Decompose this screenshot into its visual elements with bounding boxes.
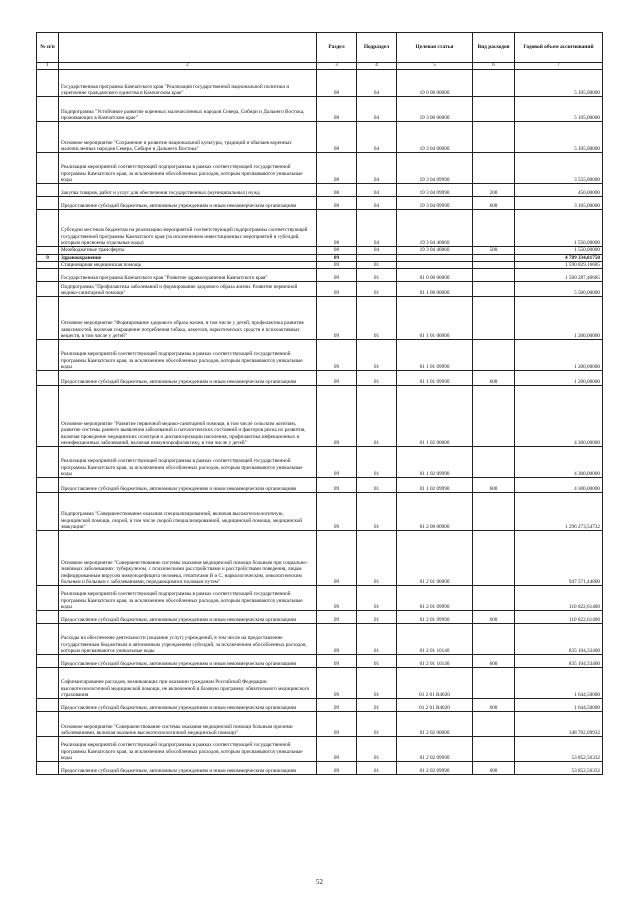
row-podrazdel: 04 <box>357 153 397 184</box>
row-name: Подпрограмма "Профилактика заболеваний и формирование здорового образа жизни. Развитие первичной медико-санитарной помощи" <box>59 282 317 297</box>
row-sum: 1 200,00000 <box>515 340 603 371</box>
row-razdel: 09 <box>317 478 357 493</box>
table-row <box>37 297 603 340</box>
row-name: Предоставление субсидий бюджетным, автономным учреждениям и иным некоммерческим организациям <box>59 478 317 493</box>
table-row <box>37 261 603 268</box>
row-number: 9 <box>37 254 59 261</box>
row-name: Основное мероприятие "Совершенствование системы оказания медицинской помощи больным при социально-значимых заболеваниях: туберкулезом, с психическими расстройствами и расстройствами поведения, лицам инфицированным вирусом иммунодефицита человека, гепатитами В и С, наркологическим, онкологическим больным и больным с заболеваниями, передающимися половым путем" <box>59 531 317 586</box>
table-row <box>37 210 603 247</box>
row-vid <box>473 624 515 655</box>
row-vid <box>473 668 515 699</box>
budget-table <box>36 32 603 775</box>
row-target <box>397 261 473 268</box>
page-number: 52 <box>316 878 323 886</box>
table-row <box>37 668 603 699</box>
row-number <box>37 184 59 197</box>
row-sum: 1 296 273,54732 <box>515 493 603 531</box>
row-sum: 450,00000 <box>515 184 603 197</box>
row-razdel: 09 <box>317 668 357 699</box>
row-podrazdel: 04 <box>357 70 397 97</box>
row-podrazdel: 04 <box>357 247 397 254</box>
row-target: 19 3 00 00000 <box>397 97 473 122</box>
row-vid <box>473 386 515 447</box>
row-razdel: 08 <box>317 210 357 247</box>
row-razdel: 09 <box>317 762 357 775</box>
row-sum: 53 852,56332 <box>515 762 603 775</box>
row-target: 19 3 04 09990 <box>397 197 473 210</box>
row-number <box>37 210 59 247</box>
row-vid <box>473 493 515 531</box>
row-target: 19 0 00 00000 <box>397 70 473 97</box>
row-sum: 5 500,00000 <box>515 282 603 297</box>
table-row <box>37 737 603 762</box>
column-number-row <box>37 63 603 70</box>
row-sum: 1 644,50000 <box>515 668 603 699</box>
row-podrazdel: 01 <box>357 699 397 712</box>
row-podrazdel: 01 <box>357 668 397 699</box>
table-row <box>37 282 603 297</box>
row-vid: 600 <box>473 655 515 668</box>
row-vid <box>473 210 515 247</box>
row-target: 19 3 04 40060 <box>397 247 473 254</box>
row-sum: 5 105,00000 <box>515 97 603 122</box>
row-sum: 4 300,00000 <box>515 447 603 478</box>
row-number <box>37 762 59 775</box>
row-razdel: 08 <box>317 184 357 197</box>
header-target: Целевая статья <box>397 33 473 63</box>
row-target: 01 1 00 00000 <box>397 282 473 297</box>
row-vid: 600 <box>473 762 515 775</box>
table-row <box>37 386 603 447</box>
row-podrazdel: 01 <box>357 340 397 371</box>
row-number <box>37 122 59 153</box>
row-vid <box>473 70 515 97</box>
row-vid <box>473 712 515 737</box>
row-razdel: 09 <box>317 340 357 371</box>
row-sum: 5 105,00000 <box>515 70 603 97</box>
row-sum: 110 822,61400 <box>515 586 603 611</box>
row-target: 01 2 02 09990 <box>397 762 473 775</box>
row-podrazdel: 01 <box>357 297 397 340</box>
row-vid: 600 <box>473 197 515 210</box>
row-vid <box>473 340 515 371</box>
row-name: Реализация мероприятий соответствующей подпрограммы в рамках соответствующей государственной программы Камчатского края, за исключением обособленных расходов, которым присваиваются уникальные коды <box>59 153 317 184</box>
row-vid: 600 <box>473 478 515 493</box>
row-number <box>37 737 59 762</box>
row-sum: 835 104,33400 <box>515 624 603 655</box>
row-razdel: 09 <box>317 712 357 737</box>
row-sum: 5 105,00000 <box>515 122 603 153</box>
row-podrazdel: 01 <box>357 712 397 737</box>
row-podrazdel: 01 <box>357 762 397 775</box>
row-razdel: 09 <box>317 447 357 478</box>
row-name: Реализация мероприятий соответствующей подпрограммы в рамках соответствующей государственной программы Камчатского края, за исключением обособленных расходов, которым присваиваются уникальные коды <box>59 340 317 371</box>
row-target: 01 2 01 R4020 <box>397 699 473 712</box>
row-vid <box>473 282 515 297</box>
row-vid <box>473 153 515 184</box>
row-podrazdel: 01 <box>357 386 397 447</box>
row-razdel: 09 <box>317 531 357 586</box>
row-vid <box>473 531 515 586</box>
row-name: Межбюджетные трансферты <box>59 247 317 254</box>
row-name: Реализация мероприятий соответствующей подпрограммы в рамках соответствующей государственной программы Камчатского края, за исключением обособленных расходов, которым присваиваются уникальные коды <box>59 586 317 611</box>
row-name: Реализация мероприятий соответствующей подпрограммы в рамках соответствующей государственной программы Камчатского края, за исключением обособленных расходов, которым присваиваются уникальные коды <box>59 737 317 762</box>
row-podrazdel: 01 <box>357 282 397 297</box>
row-target: 01 2 02 09990 <box>397 737 473 762</box>
row-target: 01 1 02 00000 <box>397 386 473 447</box>
row-podrazdel: 01 <box>357 493 397 531</box>
row-target: 01 1 01 00000 <box>397 297 473 340</box>
row-name: Субсидии местным бюджетам на реализацию мероприятий соответствующей подпрограммы соответствующей государственной программы Камчатского края (за исключением инвестиционных мероприятий и субсидий, которым присвоены отдельные коды) <box>59 210 317 247</box>
row-target: 01 2 02 00000 <box>397 712 473 737</box>
row-number <box>37 386 59 447</box>
header-vid: Вид расходов <box>473 33 515 63</box>
row-podrazdel: 04 <box>357 197 397 210</box>
table-row <box>37 371 603 386</box>
row-target: 01 1 01 09990 <box>397 371 473 386</box>
row-podrazdel: 01 <box>357 478 397 493</box>
table-row <box>37 269 603 282</box>
table-row <box>37 184 603 197</box>
row-number <box>37 371 59 386</box>
row-name: Стационарная медицинская помощь <box>59 261 317 268</box>
row-sum: 3 555,00000 <box>515 153 603 184</box>
row-vid <box>473 737 515 762</box>
row-vid: 600 <box>473 611 515 624</box>
table-row <box>37 699 603 712</box>
table-row <box>37 478 603 493</box>
row-target: 01 2 01 09990 <box>397 586 473 611</box>
table-row <box>37 247 603 254</box>
row-name: Основное мероприятие "Развитие первичной медико-санитарной помощи, в том числе сельским жителям, развитие системы раннего выявления заболеваний и патологических состояний и факторов риска их развития, включая проведение медицинских осмотров и диспансеризации населения, профилактика инфекционных и неинфекционных заболеваний, включая иммунопрофилактику, в том числе у детей" <box>59 386 317 447</box>
table-row <box>37 624 603 655</box>
row-number <box>37 712 59 737</box>
row-name: Реализация мероприятий соответствующей подпрограммы в рамках соответствующей государственной программы Камчатского края, за исключением обособленных расходов, которым присваиваются уникальные коды <box>59 447 317 478</box>
column-number: 3 <box>317 63 357 70</box>
table-row <box>37 531 603 586</box>
row-number <box>37 478 59 493</box>
row-razdel: 08 <box>317 247 357 254</box>
row-vid <box>473 586 515 611</box>
table-row <box>37 586 603 611</box>
row-name: Основное мероприятие "Формирование здорового образа жизни, в том числе у детей, профилактика развития зависимостей, включая сокращение потребления табака, алкоголя, наркотических средств и психоактивных веществ, в том числе у детей" <box>59 297 317 340</box>
column-number: 4 <box>357 63 397 70</box>
row-razdel: 08 <box>317 97 357 122</box>
row-razdel: 09 <box>317 624 357 655</box>
row-sum: 1 200,00000 <box>515 371 603 386</box>
row-name: Подпрограмма "Совершенствование оказания специализированной, включая высокотехнологичную, медицинской помощи, скорой, в том числе скорой специализированной, медицинской помощи, медицинской эвакуации" <box>59 493 317 531</box>
row-number <box>37 611 59 624</box>
row-podrazdel: 01 <box>357 269 397 282</box>
row-target: 01 1 02 09990 <box>397 478 473 493</box>
row-target: 01 1 02 09990 <box>397 447 473 478</box>
row-razdel: 09 <box>317 297 357 340</box>
row-razdel: 09 <box>317 611 357 624</box>
header-podrazdel: Подраздел <box>357 33 397 63</box>
row-sum: 110 822,61400 <box>515 611 603 624</box>
row-number <box>37 624 59 655</box>
row-vid: 200 <box>473 184 515 197</box>
row-podrazdel: 01 <box>357 611 397 624</box>
row-podrazdel: 01 <box>357 624 397 655</box>
row-podrazdel: 04 <box>357 184 397 197</box>
row-number <box>37 493 59 531</box>
row-number <box>37 70 59 97</box>
row-podrazdel: 04 <box>357 122 397 153</box>
header-sum: Годовой объем ассигнований <box>515 33 603 63</box>
column-number: 1 <box>37 63 59 70</box>
row-sum: 3 105,00000 <box>515 197 603 210</box>
row-number <box>37 282 59 297</box>
row-sum: 947 571,44800 <box>515 531 603 586</box>
table-row <box>37 254 603 261</box>
column-number: 6 <box>473 63 515 70</box>
row-sum: 1 550,00000 <box>515 210 603 247</box>
table-row <box>37 340 603 371</box>
row-name: Софинансирование расходов, возникающих при оказании гражданам Российской Федерации высокотехнологичной медицинской помощи, не включенной в базовую программу обязательного медицинского страхования <box>59 668 317 699</box>
row-razdel: 08 <box>317 153 357 184</box>
row-razdel: 08 <box>317 197 357 210</box>
table-row <box>37 447 603 478</box>
row-razdel: 09 <box>317 282 357 297</box>
row-name: Предоставление субсидий бюджетным, автономным учреждениям и иным некоммерческим организациям <box>59 371 317 386</box>
row-target: 01 2 00 00000 <box>397 493 473 531</box>
header-row <box>37 33 603 63</box>
table-row <box>37 122 603 153</box>
row-target: 19 3 04 09990 <box>397 153 473 184</box>
row-name: Подпрограмма "Устойчивое развитие коренных малочисленных народов Севера, Сибири и Дальнего Востока, проживающих в Камчатском крае" <box>59 97 317 122</box>
row-razdel: 09 <box>317 261 357 268</box>
row-target: 19 3 04 00000 <box>397 122 473 153</box>
row-number <box>37 197 59 210</box>
row-name: Предоставление субсидий бюджетным, автономным учреждениям и иным некоммерческим организациям <box>59 699 317 712</box>
header-razdel: Раздел <box>317 33 357 63</box>
row-razdel: 08 <box>317 122 357 153</box>
row-number <box>37 447 59 478</box>
row-sum: 4 300,00000 <box>515 386 603 447</box>
table-row <box>37 70 603 97</box>
row-podrazdel: 01 <box>357 371 397 386</box>
row-razdel: 09 <box>317 655 357 668</box>
table-row <box>37 97 603 122</box>
row-target: 01 2 01 R4020 <box>397 668 473 699</box>
row-target: 01 0 00 00000 <box>397 269 473 282</box>
table-row <box>37 493 603 531</box>
row-number <box>37 247 59 254</box>
row-sum: 53 852,56332 <box>515 737 603 762</box>
row-podrazdel: 04 <box>357 97 397 122</box>
row-name: Государственная программа Камчатского края "Развитие здравоохранения Камчатского края" <box>59 269 317 282</box>
row-name: Здравоохранение <box>59 254 317 261</box>
row-sum: 1 644,50000 <box>515 699 603 712</box>
table-row <box>37 153 603 184</box>
row-number <box>37 586 59 611</box>
row-target: 01 2 01 09990 <box>397 611 473 624</box>
row-number <box>37 699 59 712</box>
table-row <box>37 197 603 210</box>
row-vid <box>473 297 515 340</box>
row-vid <box>473 122 515 153</box>
header-name <box>59 33 317 63</box>
row-vid: 600 <box>473 699 515 712</box>
row-target: 19 3 04 09990 <box>397 184 473 197</box>
row-sum: 1 590 829,16685 <box>515 261 603 268</box>
row-razdel: 09 <box>317 254 357 261</box>
row-sum: 1 200,00000 <box>515 297 603 340</box>
row-target: 01 2 01 10140 <box>397 655 473 668</box>
row-number <box>37 655 59 668</box>
row-podrazdel: 01 <box>357 447 397 478</box>
row-target: 01 2 01 10140 <box>397 624 473 655</box>
row-sum: 348 702,09932 <box>515 712 603 737</box>
row-razdel: 09 <box>317 386 357 447</box>
row-number <box>37 97 59 122</box>
row-target: 01 1 01 09990 <box>397 340 473 371</box>
row-razdel: 08 <box>317 70 357 97</box>
row-name: Предоставление субсидий бюджетным, автономным учреждениям и иным некоммерческим организациям <box>59 611 317 624</box>
row-number <box>37 531 59 586</box>
row-razdel: 09 <box>317 586 357 611</box>
row-podrazdel: 01 <box>357 737 397 762</box>
row-vid <box>473 269 515 282</box>
row-name: Основное мероприятие "Сохранение и развитие национальной культуры, традиций и обычаев коренных малочисленных народов Севера, Сибири и Дальнего Востока" <box>59 122 317 153</box>
row-razdel: 09 <box>317 371 357 386</box>
table-body <box>37 70 603 775</box>
row-name: Расходы на обеспечение деятельности (оказание услуг) учреждений, в том числе на предоставление государственным бюджетным и автономным учреждениям субсидий, за исключением обособленных расходов, которым присваиваются уникальные коды <box>59 624 317 655</box>
row-vid <box>473 254 515 261</box>
column-number: 2 <box>59 63 317 70</box>
row-name: Предоставление субсидий бюджетным, автономным учреждениям и иным некоммерческим организациям <box>59 655 317 668</box>
row-sum: 1 550,00000 <box>515 247 603 254</box>
table-row <box>37 611 603 624</box>
row-podrazdel: 01 <box>357 261 397 268</box>
row-podrazdel: 01 <box>357 655 397 668</box>
row-razdel: 09 <box>317 493 357 531</box>
row-vid <box>473 261 515 268</box>
row-name: Основное мероприятие "Совершенствование системы оказания медицинской помощи больным прочими заболеваниями, включая оказание высокотехнологичной медицинской помощи" <box>59 712 317 737</box>
row-number <box>37 340 59 371</box>
row-number <box>37 297 59 340</box>
row-number <box>37 269 59 282</box>
row-name: Предоставление субсидий бюджетным, автономным учреждениям и иным некоммерческим организациям <box>59 762 317 775</box>
table-row <box>37 762 603 775</box>
table-row <box>37 655 603 668</box>
row-number <box>37 668 59 699</box>
row-razdel: 09 <box>317 699 357 712</box>
row-vid <box>473 447 515 478</box>
row-sum: 835 104,33400 <box>515 655 603 668</box>
row-razdel: 09 <box>317 737 357 762</box>
row-vid: 600 <box>473 371 515 386</box>
row-target: 19 3 04 40060 <box>397 210 473 247</box>
header-num: № п/п <box>37 33 59 63</box>
column-number: 5 <box>397 63 473 70</box>
row-number <box>37 261 59 268</box>
row-sum: 4 300,00000 <box>515 478 603 493</box>
column-number: 7 <box>515 63 603 70</box>
row-podrazdel: 01 <box>357 531 397 586</box>
row-name: Государственная программа Камчатского края "Реализация государственной национальной политики и укрепление гражданского единства в Камчатском крае" <box>59 70 317 97</box>
row-number <box>37 153 59 184</box>
row-target <box>397 254 473 261</box>
row-target: 01 2 01 00000 <box>397 531 473 586</box>
table-row <box>37 712 603 737</box>
row-name: Предоставление субсидий бюджетным, автономным учреждениям и иным некоммерческим организациям <box>59 197 317 210</box>
row-sum: 4 789 334,01750 <box>515 254 603 261</box>
row-podrazdel: 04 <box>357 210 397 247</box>
row-vid <box>473 97 515 122</box>
row-vid: 500 <box>473 247 515 254</box>
row-sum: 1 560 287,40685 <box>515 269 603 282</box>
row-podrazdel <box>357 254 397 261</box>
row-podrazdel: 01 <box>357 586 397 611</box>
row-name: Закупка товаров, работ и услуг для обеспечения государственных (муниципальных) нужд <box>59 184 317 197</box>
row-razdel: 09 <box>317 269 357 282</box>
